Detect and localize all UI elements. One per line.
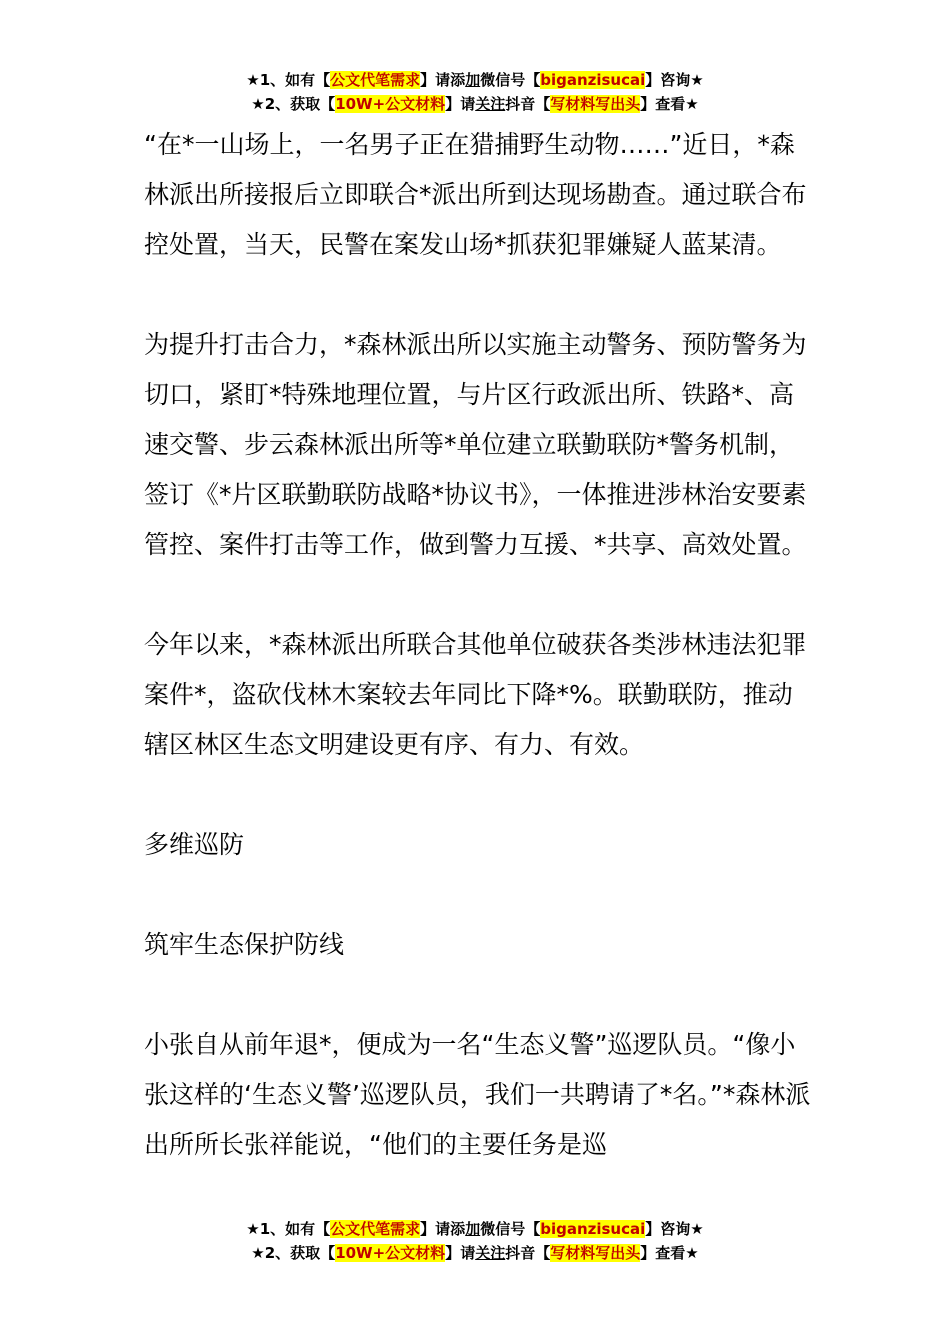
banner-text: 】请添 [420,71,466,89]
banner-text: ★2、获取【 [251,1244,336,1262]
banner-text: 】咨询★ [645,1220,704,1238]
douyin-name: 写材料写出头 [550,95,641,113]
banner-text: ★1、如有【 [246,1220,331,1238]
header-banner [0,68,950,116]
banner-text: 微信号【 [480,1220,541,1238]
document-body [144,120,816,1220]
section-heading-1: 多维巡防 [144,830,245,859]
paragraph-1: “在*一山场上，一名男子正在猎捕野生动物……”近日，*森林派出所接报后立即联合*派出所到达现场勘查。通过联合布控处置，当天，民警在案发山场*抓获犯罪嫌疑人蓝某清。 [144,130,807,259]
wechat-id: biganzisucai [540,1220,646,1238]
wechat-id: biganzisucai [540,71,646,89]
banner-text: ★2、获取【 [251,95,336,113]
underlined-text: 关注 [475,1244,506,1262]
banner-text: 】查看★ [640,1244,699,1262]
banner-line-1 [0,1217,950,1241]
underlined-text: 关注 [475,95,506,113]
footer-banner [0,1217,950,1265]
underlined-text: 加 [465,1220,481,1238]
banner-text: 微信号【 [480,71,541,89]
paragraph-4: 小张自从前年退*，便成为一名“生态义警”巡逻队员。“像小张这样的‘生态义警’巡逻队员，我们一共聘请了*名。”*森林派出所所长张祥能说，“他们的主要任务是巡 [144,1030,811,1159]
douyin-name: 写材料写出头 [550,1244,641,1262]
paragraph-3: 今年以来，*森林派出所联合其他单位破获各类涉林违法犯罪案件*，盗砍伐林木案较去年同比下降*%。联勤联防，推动辖区林区生态文明建设更有序、有力、有效。 [144,630,807,759]
highlight-text: 公文代笔需求 [330,1220,421,1238]
banner-text: 】请添 [420,1220,466,1238]
underlined-text: 加 [465,71,481,89]
banner-text: 】查看★ [640,95,699,113]
highlight-text: 公文代笔需求 [330,71,421,89]
highlight-text: 10W+公文材料 [335,1244,446,1262]
banner-line-2 [0,1241,950,1265]
banner-text: 抖音【 [505,95,551,113]
banner-text: 抖音【 [505,1244,551,1262]
section-heading-2: 筑牢生态保护防线 [144,930,345,959]
paragraph-2: 为提升打击合力，*森林派出所以实施主动警务、预防警务为切口，紧盯*特殊地理位置，与片区行政派出所、铁路*、高速交警、步云森林派出所等*单位建立联勤联防*警务机制，签订《*片区联勤联防战略*协议书》，一体推进涉林治安要素管控、案件打击等工作，做到警力互援、*共享、高效处置。 [144,330,807,559]
banner-text: ★1、如有【 [246,71,331,89]
highlight-text: 10W+公文材料 [335,95,446,113]
banner-text: 】请 [445,95,476,113]
banner-text: 】请 [445,1244,476,1262]
banner-line-2 [0,92,950,116]
banner-line-1 [0,68,950,92]
banner-text: 】咨询★ [645,71,704,89]
